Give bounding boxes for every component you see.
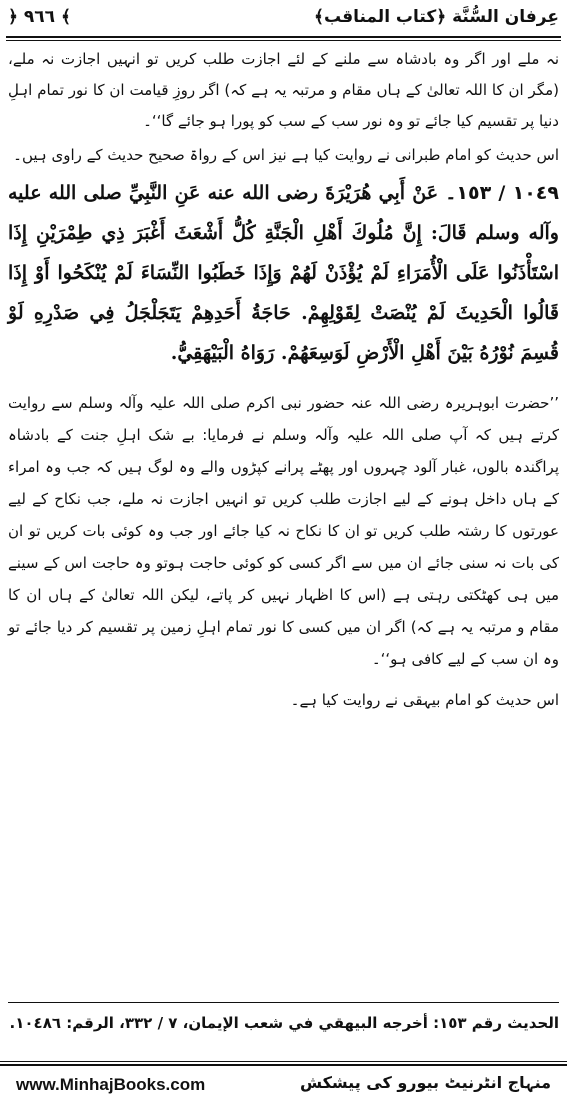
footnote-rule: [8, 1002, 559, 1003]
page-number: ﴿ ٩٦٦ ﴾: [8, 7, 71, 27]
narration-note: اس حدیث کو امام بیہقی نے روایت کیا ہے۔: [290, 691, 559, 709]
website-link[interactable]: www.MinhajBooks.com: [16, 1075, 206, 1094]
hadith-translation: ’’حضرت ابوہریرہ رضی اللہ عنہ حضور نبی اکرم صلی اللہ علیہ وآلہ وسلم سے روایت کرتے ہیں کہ آپ صلی اللہ علیہ وآلہ وسلم نے فرمایا: بے شک اہلِ جنت کے بادشاہ پراگندہ بالوں، غبار آلود چہروں اور پھٹے پرانے کپڑوں والے وہ لوگ ہیں کہ جب وہ امراء کے ہاں داخل ہونے کے لیے اجازت طلب کریں تو انہیں اجازت نہ ملے، جب نکاح کے لیے عورتوں کا رشتہ طلب کریں تو ان کا نکاح نہ کیا جائے اور جب وہ کوئی بات کریں تو ان کی بات نہ سنی جائے ان میں سے اگر کسی کو کوئی حاجت ہوتو وہ حاجت اس کے سینے میں ہی کھٹکتی رہتی ہے (اس کا اظہار نہیں کر پاتے، لیکن اللہ تعالیٰ کے ہاں ان کا مقام و مرتبہ یہ ہے کہ) اگر ان میں کسی کا نور تمام اہلِ زمین پر تقسیم کر دیا جائے تو وہ ان سب کے لیے کافی ہو‘‘۔: [8, 394, 559, 668]
footer-rule-thin: [0, 1061, 567, 1062]
previous-paragraph: نہ ملے اور اگر وہ بادشاہ سے ملنے کے لئے اجازت طلب کریں تو انہیں اجازت نہ ملے، (مگر ان کا اللہ تعالیٰ کے ہاں مقام و مرتبہ یہ ہے کہ) اگر روزِ قیامت ان کا نور تمام اہلِ دنیا پر تقسیم کیا جائے تو وہ نور سب کے سب کو پورا ہو جائے گا‘‘۔: [8, 50, 559, 130]
hadith-number: ١٠٤٩ / ١٥٣۔: [445, 182, 559, 204]
book-title: عِرفان السُّنَّة ﴿کتاب المناقب﴾: [314, 7, 559, 27]
header-rule: [6, 36, 561, 38]
main-content: [8, 44, 559, 716]
publisher-credit: منہاج انٹرنیٹ بیورو کی پیشکش: [299, 1073, 551, 1092]
page-header: [6, 4, 561, 32]
header-rule-thin: [6, 40, 561, 41]
previous-reference: اس حدیث کو امام طبرانی نے روایت کیا ہے نیز اس کے رواۃ صحیح حدیث کے راوی ہیں۔: [13, 146, 559, 164]
hadith-arabic-text: [8, 173, 559, 373]
footnote: الحديث رقم ١٥٣: أخرجه البيهقي في شعب الإيمان، ٧ / ٣٣٢، الرقم: ١٠٤٨٦.: [9, 1014, 559, 1032]
hadith-arabic: عَنْ أَبِي هُرَيْرَةَ رضی الله عنه عَنِ النَّبِيِّ صلی الله عليه وآله وسلم قَالَ: إِنَّ مُلُوكَ أَهْلِ الْجَنَّةِ كُلُّ أَشْعَثَ أَغْبَرَ ذِي طِمْرَيْنِ إِذَا اسْتَأْذَنُوا عَلَى الْأُمَرَاءِ لَمْ يُؤْذَنْ لَهُمْ وَإِذَا خَطَبُوا النِّسَاءَ لَمْ يُنْكَحُوا أَوْ إِذَا قَالُوا الْحَدِيثَ لَمْ يُنْصَتْ لِقَوْلِهِمْ. حَاجَةُ أَحَدِهِمْ يَتَجَلْجَلُ فِي صَدْرِهِ لَوْ قُسِمَ نُوْرُهُ بَيْنَ أَهْلِ الْأَرْضِ لَوَسِعَهُمْ. رَوَاهُ الْبَيْهَقِيُّ.: [8, 182, 559, 364]
footer-rule: [0, 1064, 567, 1066]
